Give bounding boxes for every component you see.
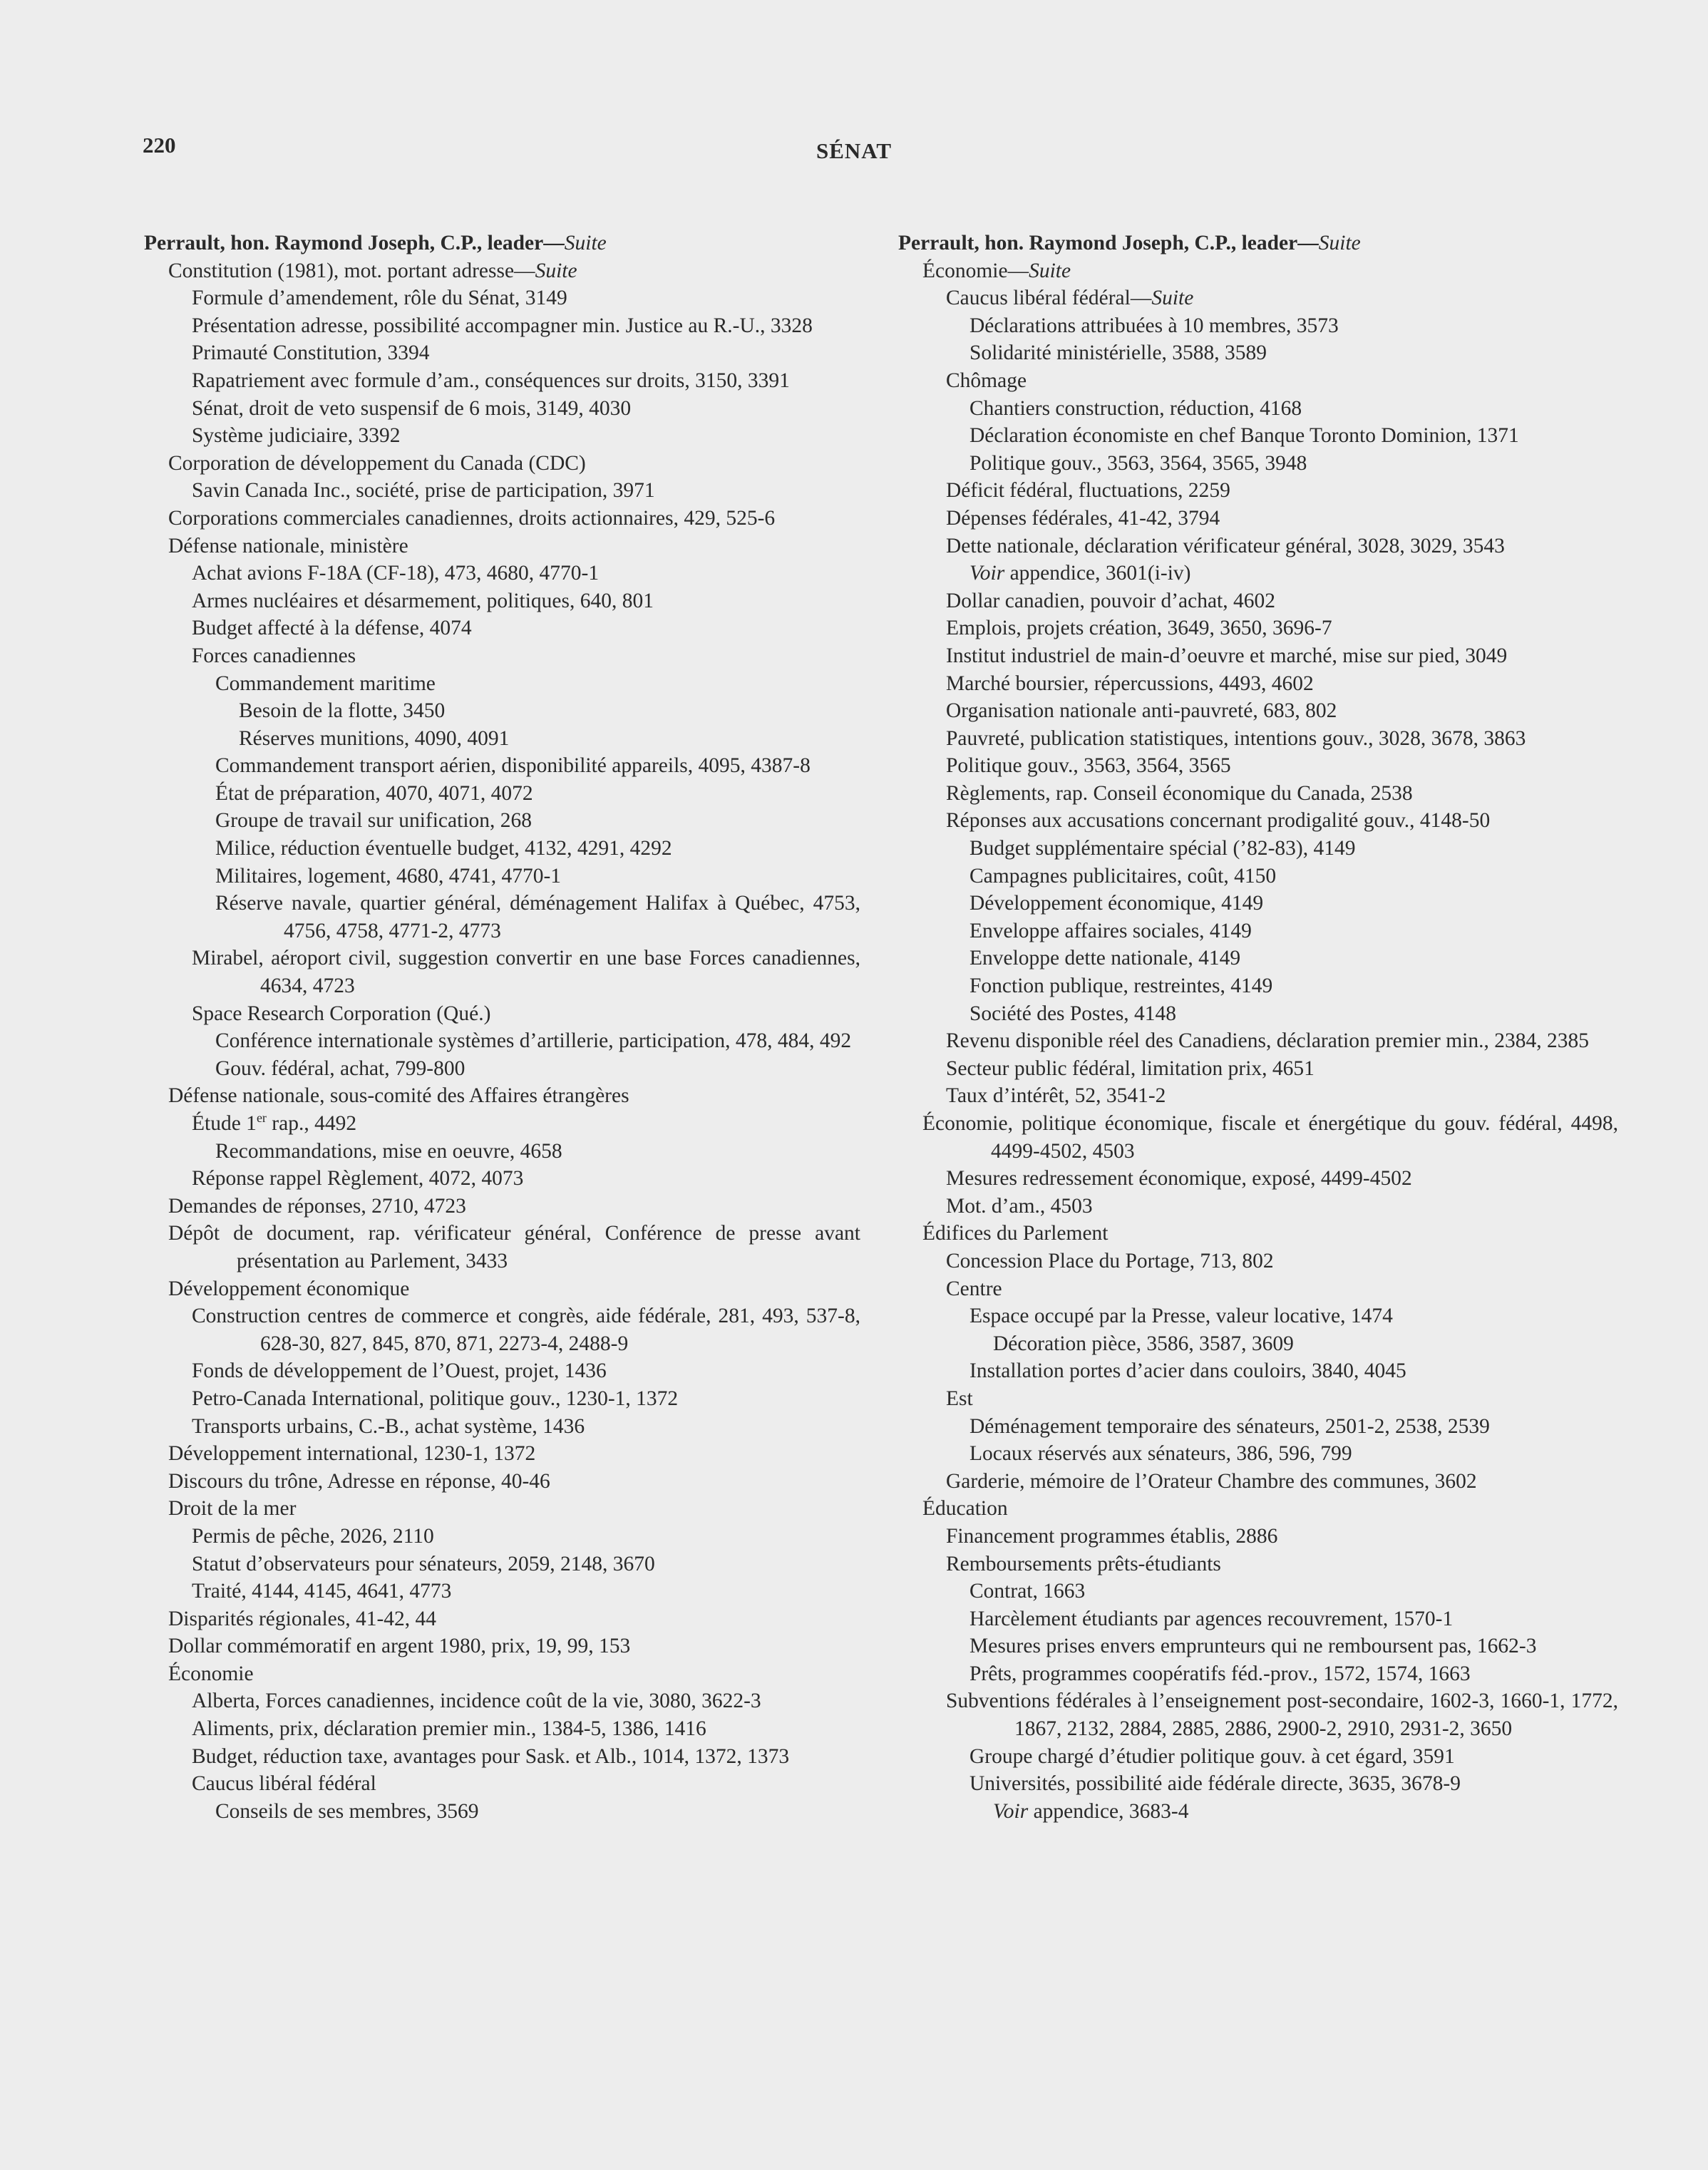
index-entry: [144, 587, 860, 615]
entry-text: Achat avions F-18A (CF-18), 473, 4680, 4770-1: [192, 562, 600, 585]
index-entry: [898, 697, 1618, 725]
index-entry: [898, 1000, 1618, 1028]
index-entry: [144, 890, 860, 945]
index-entry: [144, 1523, 860, 1551]
entry-text: Groupe de travail sur unification, 268: [215, 809, 533, 833]
entry-text: Traité, 4144, 4145, 4641, 4773: [192, 1580, 452, 1603]
entry-text: Réserves munitions, 4090, 4091: [239, 726, 510, 750]
index-entry: [144, 1743, 860, 1771]
index-entry: [898, 1660, 1618, 1688]
index-entry: [144, 533, 860, 560]
index-entry: [144, 284, 860, 312]
entry-text: Concession Place du Portage, 713, 802: [946, 1249, 1274, 1272]
continued-marker: Suite: [1029, 259, 1071, 282]
index-entry: [898, 863, 1618, 890]
index-entry: [144, 1165, 860, 1193]
index-entry: [144, 863, 860, 890]
entry-text: Budget supplémentaire spécial (’82-83), 4149: [969, 837, 1356, 860]
index-entry: [898, 780, 1618, 808]
index-entry: [144, 339, 860, 367]
entry-text: Système judiciaire, 3392: [192, 424, 401, 448]
index-entry: [898, 477, 1618, 505]
entry-text: Économie: [168, 1662, 254, 1685]
index-entry: [144, 1055, 860, 1083]
entry-text: Prêts, programmes coopératifs féd.-prov., 1572, 1574, 1663: [969, 1662, 1471, 1685]
entry-text: Déficit fédéral, fluctuations, 2259: [946, 479, 1230, 503]
index-entry: [898, 1220, 1618, 1248]
index-entry: [898, 1523, 1618, 1551]
index-entry: [144, 560, 860, 587]
index-entry: [898, 1165, 1618, 1193]
index-entry: [144, 725, 860, 753]
entry-text: Est: [946, 1387, 973, 1410]
index-entry: [898, 670, 1618, 698]
entry-text: Discours du trône, Adresse en réponse, 40-46: [168, 1469, 550, 1493]
index-entry: [144, 697, 860, 725]
entry-text: Réponses aux accusations concernant prodigalité gouv., 4148-50: [946, 809, 1491, 833]
entry-text: Universités, possibilité aide fédérale directe, 3635, 3678-9: [969, 1772, 1461, 1796]
entry-text: Transports urbains, C.-B., achat système, 1436: [192, 1414, 585, 1438]
entry-text: Économie, politique économique, fiscale et énergétique du gouv. fédéral, 4498, 4499-4502, 4503: [922, 1112, 1618, 1163]
index-entry: [144, 1495, 860, 1523]
index-entry: [898, 1798, 1618, 1826]
entry-text: Édifices du Parlement: [922, 1222, 1108, 1245]
index-entry: [898, 1632, 1618, 1660]
entry-text: Armes nucléaires et désarmement, politiques, 640, 801: [192, 589, 654, 612]
index-entry: [144, 395, 860, 423]
index-entry: [898, 284, 1618, 312]
index-entry: [898, 1413, 1618, 1441]
index-entry: [144, 367, 860, 395]
index-entry: [144, 1385, 860, 1413]
entry-text: Fonction publique, restreintes, 4149: [969, 975, 1273, 998]
index-entry: [898, 725, 1618, 753]
index-entry: [144, 1798, 860, 1826]
entry-text: Rapatriement avec formule d’am., conséquences sur droits, 3150, 3391: [192, 369, 790, 392]
index-entry: [898, 312, 1618, 340]
index-entry: [898, 1357, 1618, 1385]
entry-text: Statut d’observateurs pour sénateurs, 2059, 2148, 3670: [192, 1552, 655, 1575]
entry-text: Déménagement temporaire des sénateurs, 2501-2, 2538, 2539: [969, 1414, 1490, 1438]
index-entry: [144, 642, 860, 670]
entry-text: Perrault, hon. Raymond Joseph, C.P., leader—: [898, 232, 1319, 254]
superscript: er: [256, 1111, 267, 1126]
index-entry: [898, 945, 1618, 972]
index-entry: [898, 1055, 1618, 1083]
entry-text: Construction centres de commerce et congrès, aide fédérale, 281, 493, 537-8, 628-30, 827, 845, 870, 871, 2273-4, 2488-9: [192, 1305, 860, 1355]
index-entry: [144, 670, 860, 698]
index-entry: [144, 1000, 860, 1028]
entry-text: Règlements, rap. Conseil économique du Canada, 2538: [946, 781, 1413, 805]
entry-text: Réponse rappel Règlement, 4072, 4073: [192, 1167, 524, 1191]
entry-text: Espace occupé par la Presse, valeur locative, 1474: [969, 1305, 1393, 1328]
index-entry: [898, 890, 1618, 917]
index-entry: [898, 972, 1618, 1000]
entry-text-continued: rap., 4492: [266, 1112, 357, 1135]
entry-text: Dollar commémoratif en argent 1980, prix, 19, 99, 153: [168, 1635, 631, 1658]
entry-text: Dépenses fédérales, 41-42, 3794: [946, 506, 1220, 530]
entry-text: Gouv. fédéral, achat, 799-800: [215, 1056, 465, 1080]
page-number: 220: [143, 133, 176, 158]
entry-text: Savin Canada Inc., société, prise de participation, 3971: [192, 479, 655, 503]
index-entry: [144, 615, 860, 642]
entry-text: Campagnes publicitaires, coût, 4150: [969, 864, 1277, 888]
index-entry: [144, 1275, 860, 1303]
entry-text: Conseils de ses membres, 3569: [215, 1799, 479, 1823]
entry-text: Droit de la mer: [168, 1497, 297, 1521]
entry-text: Chômage: [946, 369, 1027, 392]
index-entry: [898, 339, 1618, 367]
entry-text: Commandement maritime: [215, 672, 436, 695]
index-entry: [898, 533, 1618, 560]
entry-text: Mirabel, aéroport civil, suggestion convertir en une base Forces canadiennes, 4634, 4723: [192, 947, 860, 998]
entry-text: Recommandations, mise en oeuvre, 4658: [215, 1139, 562, 1163]
index-entry: [898, 1551, 1618, 1578]
index-entry: [898, 1082, 1618, 1110]
entry-text: État de préparation, 4070, 4071, 4072: [215, 781, 533, 805]
entry-text: Emplois, projets création, 3649, 3650, 3696-7: [946, 617, 1332, 640]
entry-text: Formule d’amendement, rôle du Sénat, 3149: [192, 287, 567, 310]
index-entry: [144, 1715, 860, 1743]
index-entry: [144, 1440, 860, 1468]
entry-text: Institut industriel de main-d’oeuvre et marché, mise sur pied, 3049: [946, 644, 1508, 667]
index-entry: [898, 1385, 1618, 1413]
index-entry: [144, 1551, 860, 1578]
entry-text: Société des Postes, 4148: [969, 1002, 1177, 1025]
index-entry: [144, 505, 860, 533]
entry-text: Besoin de la flotte, 3450: [239, 699, 446, 723]
entry-text: Solidarité ministérielle, 3588, 3589: [969, 341, 1267, 365]
entry-text: Aliments, prix, déclaration premier min., 1384-5, 1386, 1416: [192, 1717, 706, 1741]
entry-text: Enveloppe dette nationale, 4149: [969, 947, 1241, 970]
entry-text: Militaires, logement, 4680, 4741, 4770-1: [215, 864, 562, 888]
see-reference: Voir: [969, 562, 1005, 585]
index-entry: [144, 1110, 860, 1138]
index-entry: [898, 1330, 1618, 1358]
index-entry: [898, 615, 1618, 642]
index-entry: [144, 780, 860, 808]
entry-text: Revenu disponible réel des Canadiens, déclaration premier min., 2384, 2385: [946, 1029, 1589, 1053]
entry-text: Groupe chargé d’étudier politique gouv. à cet égard, 3591: [969, 1744, 1455, 1768]
entry-text: Forces canadiennes: [192, 644, 356, 667]
entry-text: Commandement transport aérien, disponibilité appareils, 4095, 4387-8: [215, 754, 811, 778]
index-entry: [144, 1605, 860, 1633]
entry-text: Enveloppe affaires sociales, 4149: [969, 919, 1252, 942]
index-entry: [898, 1275, 1618, 1303]
entry-text: Space Research Corporation (Qué.): [192, 1002, 491, 1025]
entry-text: Permis de pêche, 2026, 2110: [192, 1524, 434, 1548]
index-entry: [144, 312, 860, 340]
index-entry: [144, 257, 860, 285]
index-entry: [898, 1495, 1618, 1523]
index-entry: [144, 477, 860, 505]
entry-text: Politique gouv., 3563, 3564, 3565, 3948: [969, 451, 1307, 475]
index-entry: [898, 560, 1618, 587]
index-entry: [144, 807, 860, 835]
index-entry: [898, 1578, 1618, 1605]
index-entry: [898, 1027, 1618, 1055]
entry-text: Caucus libéral fédéral: [192, 1772, 376, 1796]
index-entry: [144, 945, 860, 999]
page-title: SÉNAT: [816, 138, 892, 163]
entry-text: Alberta, Forces canadiennes, incidence coût de la vie, 3080, 3622-3: [192, 1690, 761, 1713]
entry-text: Marché boursier, répercussions, 4493, 4602: [946, 672, 1314, 695]
entry-text: Garderie, mémoire de l’Orateur Chambre des communes, 3602: [946, 1469, 1477, 1493]
entry-text: Décoration pièce, 3586, 3587, 3609: [993, 1332, 1294, 1355]
index-entry: [144, 1770, 860, 1798]
entry-text: Disparités régionales, 41-42, 44: [168, 1607, 437, 1630]
see-reference: Voir: [993, 1799, 1029, 1823]
index-column-right: [898, 230, 1618, 1825]
index-entry: [898, 1605, 1618, 1633]
index-entry: [898, 1193, 1618, 1220]
index-entry: [144, 1578, 860, 1605]
index-entry: [898, 807, 1618, 835]
continued-marker: Suite: [564, 232, 607, 254]
entry-text: Installation portes d’acier dans couloirs, 3840, 4045: [969, 1359, 1406, 1383]
index-entry: [898, 1110, 1618, 1165]
index-entry: [144, 835, 860, 863]
entry-text: Déclarations attribuées à 10 membres, 3573: [969, 314, 1339, 337]
entry-text: Étude 1: [192, 1112, 257, 1135]
index-entry: [144, 1082, 860, 1110]
entry-text: Perrault, hon. Raymond Joseph, C.P., leader—: [144, 232, 565, 254]
entry-text: Budget affecté à la défense, 4074: [192, 617, 472, 640]
index-heading: [898, 230, 1618, 257]
entry-text: Organisation nationale anti-pauvreté, 683, 802: [946, 699, 1337, 723]
index-entry: [898, 1770, 1618, 1798]
index-entry: [898, 367, 1618, 395]
entry-text: Réserve navale, quartier général, déménagement Halifax à Québec, 4753, 4756, 4758, 4771-2, 4773: [215, 892, 860, 942]
index-entry: [144, 450, 860, 478]
index-entry: [144, 1632, 860, 1660]
entry-text: Dollar canadien, pouvoir d’achat, 4602: [946, 589, 1276, 612]
index-entry: [144, 1687, 860, 1715]
index-entry: [898, 587, 1618, 615]
index-entry: [144, 1660, 860, 1688]
index-entry: [898, 422, 1618, 450]
entry-text: Subventions fédérales à l’enseignement post-secondaire, 1602-3, 1660-1, 1772, 1867, 2132, 2884, 2885, 2886, 2900-2, 2910, 2931-2, 3650: [946, 1690, 1618, 1741]
entry-text: Sénat, droit de veto suspensif de 6 mois, 3149, 4030: [192, 396, 632, 420]
index-entry: [144, 1138, 860, 1166]
index-entry: [898, 1687, 1618, 1742]
entry-text: Petro-Canada International, politique gouv., 1230-1, 1372: [192, 1387, 679, 1410]
entry-text: Milice, réduction éventuelle budget, 4132, 4291, 4292: [215, 837, 672, 860]
index-column-left: [144, 230, 860, 1825]
index-entry: [144, 1468, 860, 1496]
entry-text: Corporation de développement du Canada (CDC): [168, 451, 586, 475]
entry-text: Caucus libéral fédéral—: [946, 287, 1152, 310]
index-entry: [898, 505, 1618, 533]
entry-text: Pauvreté, publication statistiques, intentions gouv., 3028, 3678, 3863: [946, 726, 1526, 750]
entry-text: Fonds de développement de l’Ouest, projet, 1436: [192, 1359, 607, 1383]
entry-text: appendice, 3683-4: [1028, 1799, 1189, 1823]
entry-text: Remboursements prêts-étudiants: [946, 1552, 1221, 1575]
continued-marker: Suite: [1318, 232, 1361, 254]
index-entry: [144, 1413, 860, 1441]
index-entry: [898, 917, 1618, 945]
entry-text: appendice, 3601(i-iv): [1004, 562, 1191, 585]
entry-text: Présentation adresse, possibilité accompagner min. Justice au R.-U., 3328: [192, 314, 813, 337]
continued-marker: Suite: [1151, 287, 1194, 310]
index-entry: [144, 1220, 860, 1275]
entry-text: Dépôt de document, rap. vérificateur général, Conférence de presse avant présentation au Parlement, 3433: [168, 1222, 860, 1272]
entry-text: Défense nationale, ministère: [168, 534, 408, 557]
index-entry: [898, 1743, 1618, 1771]
index-entry: [144, 1027, 860, 1055]
index-heading: [144, 230, 860, 257]
entry-text: Politique gouv., 3563, 3564, 3565: [946, 754, 1231, 778]
entry-text: Budget, réduction taxe, avantages pour Sask. et Alb., 1014, 1372, 1373: [192, 1744, 790, 1768]
entry-text: Éducation: [922, 1497, 1008, 1521]
entry-text: Primauté Constitution, 3394: [192, 341, 430, 365]
entry-text: Développement économique, 4149: [969, 892, 1264, 915]
index-entry: [898, 450, 1618, 478]
index-entry: [898, 257, 1618, 285]
entry-text: Secteur public fédéral, limitation prix, 4651: [946, 1056, 1315, 1080]
index-entry: [898, 752, 1618, 780]
entry-text: Chantiers construction, réduction, 4168: [969, 396, 1302, 420]
entry-text: Dette nationale, déclaration vérificateur général, 3028, 3029, 3543: [946, 534, 1505, 557]
index-entry: [898, 642, 1618, 670]
continued-marker: Suite: [535, 259, 577, 282]
index-entry: [898, 1468, 1618, 1496]
entry-text: Taux d’intérêt, 52, 3541-2: [946, 1084, 1166, 1108]
entry-text: Financement programmes établis, 2886: [946, 1524, 1278, 1548]
entry-text: Mesures prises envers emprunteurs qui ne remboursent pas, 1662-3: [969, 1635, 1537, 1658]
entry-text: Développement international, 1230-1, 1372: [168, 1442, 536, 1466]
entry-text: Mot. d’am., 4503: [946, 1194, 1093, 1218]
index-entry: [144, 1193, 860, 1220]
entry-text: Développement économique: [168, 1277, 410, 1300]
entry-text: Corporations commerciales canadiennes, droits actionnaires, 429, 525-6: [168, 506, 776, 530]
index-entry: [898, 1440, 1618, 1468]
entry-text: Conférence internationale systèmes d’artillerie, participation, 478, 484, 492: [215, 1029, 852, 1053]
entry-text: Constitution (1981), mot. portant adresse—: [168, 259, 535, 282]
index-entry: [144, 1357, 860, 1385]
index-entry: [898, 1302, 1618, 1330]
entry-text: Contrat, 1663: [969, 1580, 1086, 1603]
entry-text: Centre: [946, 1277, 1002, 1300]
entry-text: Mesures redressement économique, exposé, 4499-4502: [946, 1167, 1412, 1191]
index-entry: [898, 395, 1618, 423]
index-entry: [898, 1248, 1618, 1275]
index-entry: [144, 1302, 860, 1357]
entry-text: Locaux réservés aux sénateurs, 386, 596, 799: [969, 1442, 1352, 1466]
index-entry: [144, 422, 860, 450]
entry-text: Économie—: [922, 259, 1029, 282]
entry-text: Demandes de réponses, 2710, 4723: [168, 1194, 466, 1218]
entry-text: Harcèlement étudiants par agences recouvrement, 1570-1: [969, 1607, 1454, 1630]
index-entry: [898, 835, 1618, 863]
index-entry: [144, 752, 860, 780]
entry-text: Déclaration économiste en chef Banque Toronto Dominion, 1371: [969, 424, 1519, 448]
entry-text: Défense nationale, sous-comité des Affaires étrangères: [168, 1084, 629, 1108]
